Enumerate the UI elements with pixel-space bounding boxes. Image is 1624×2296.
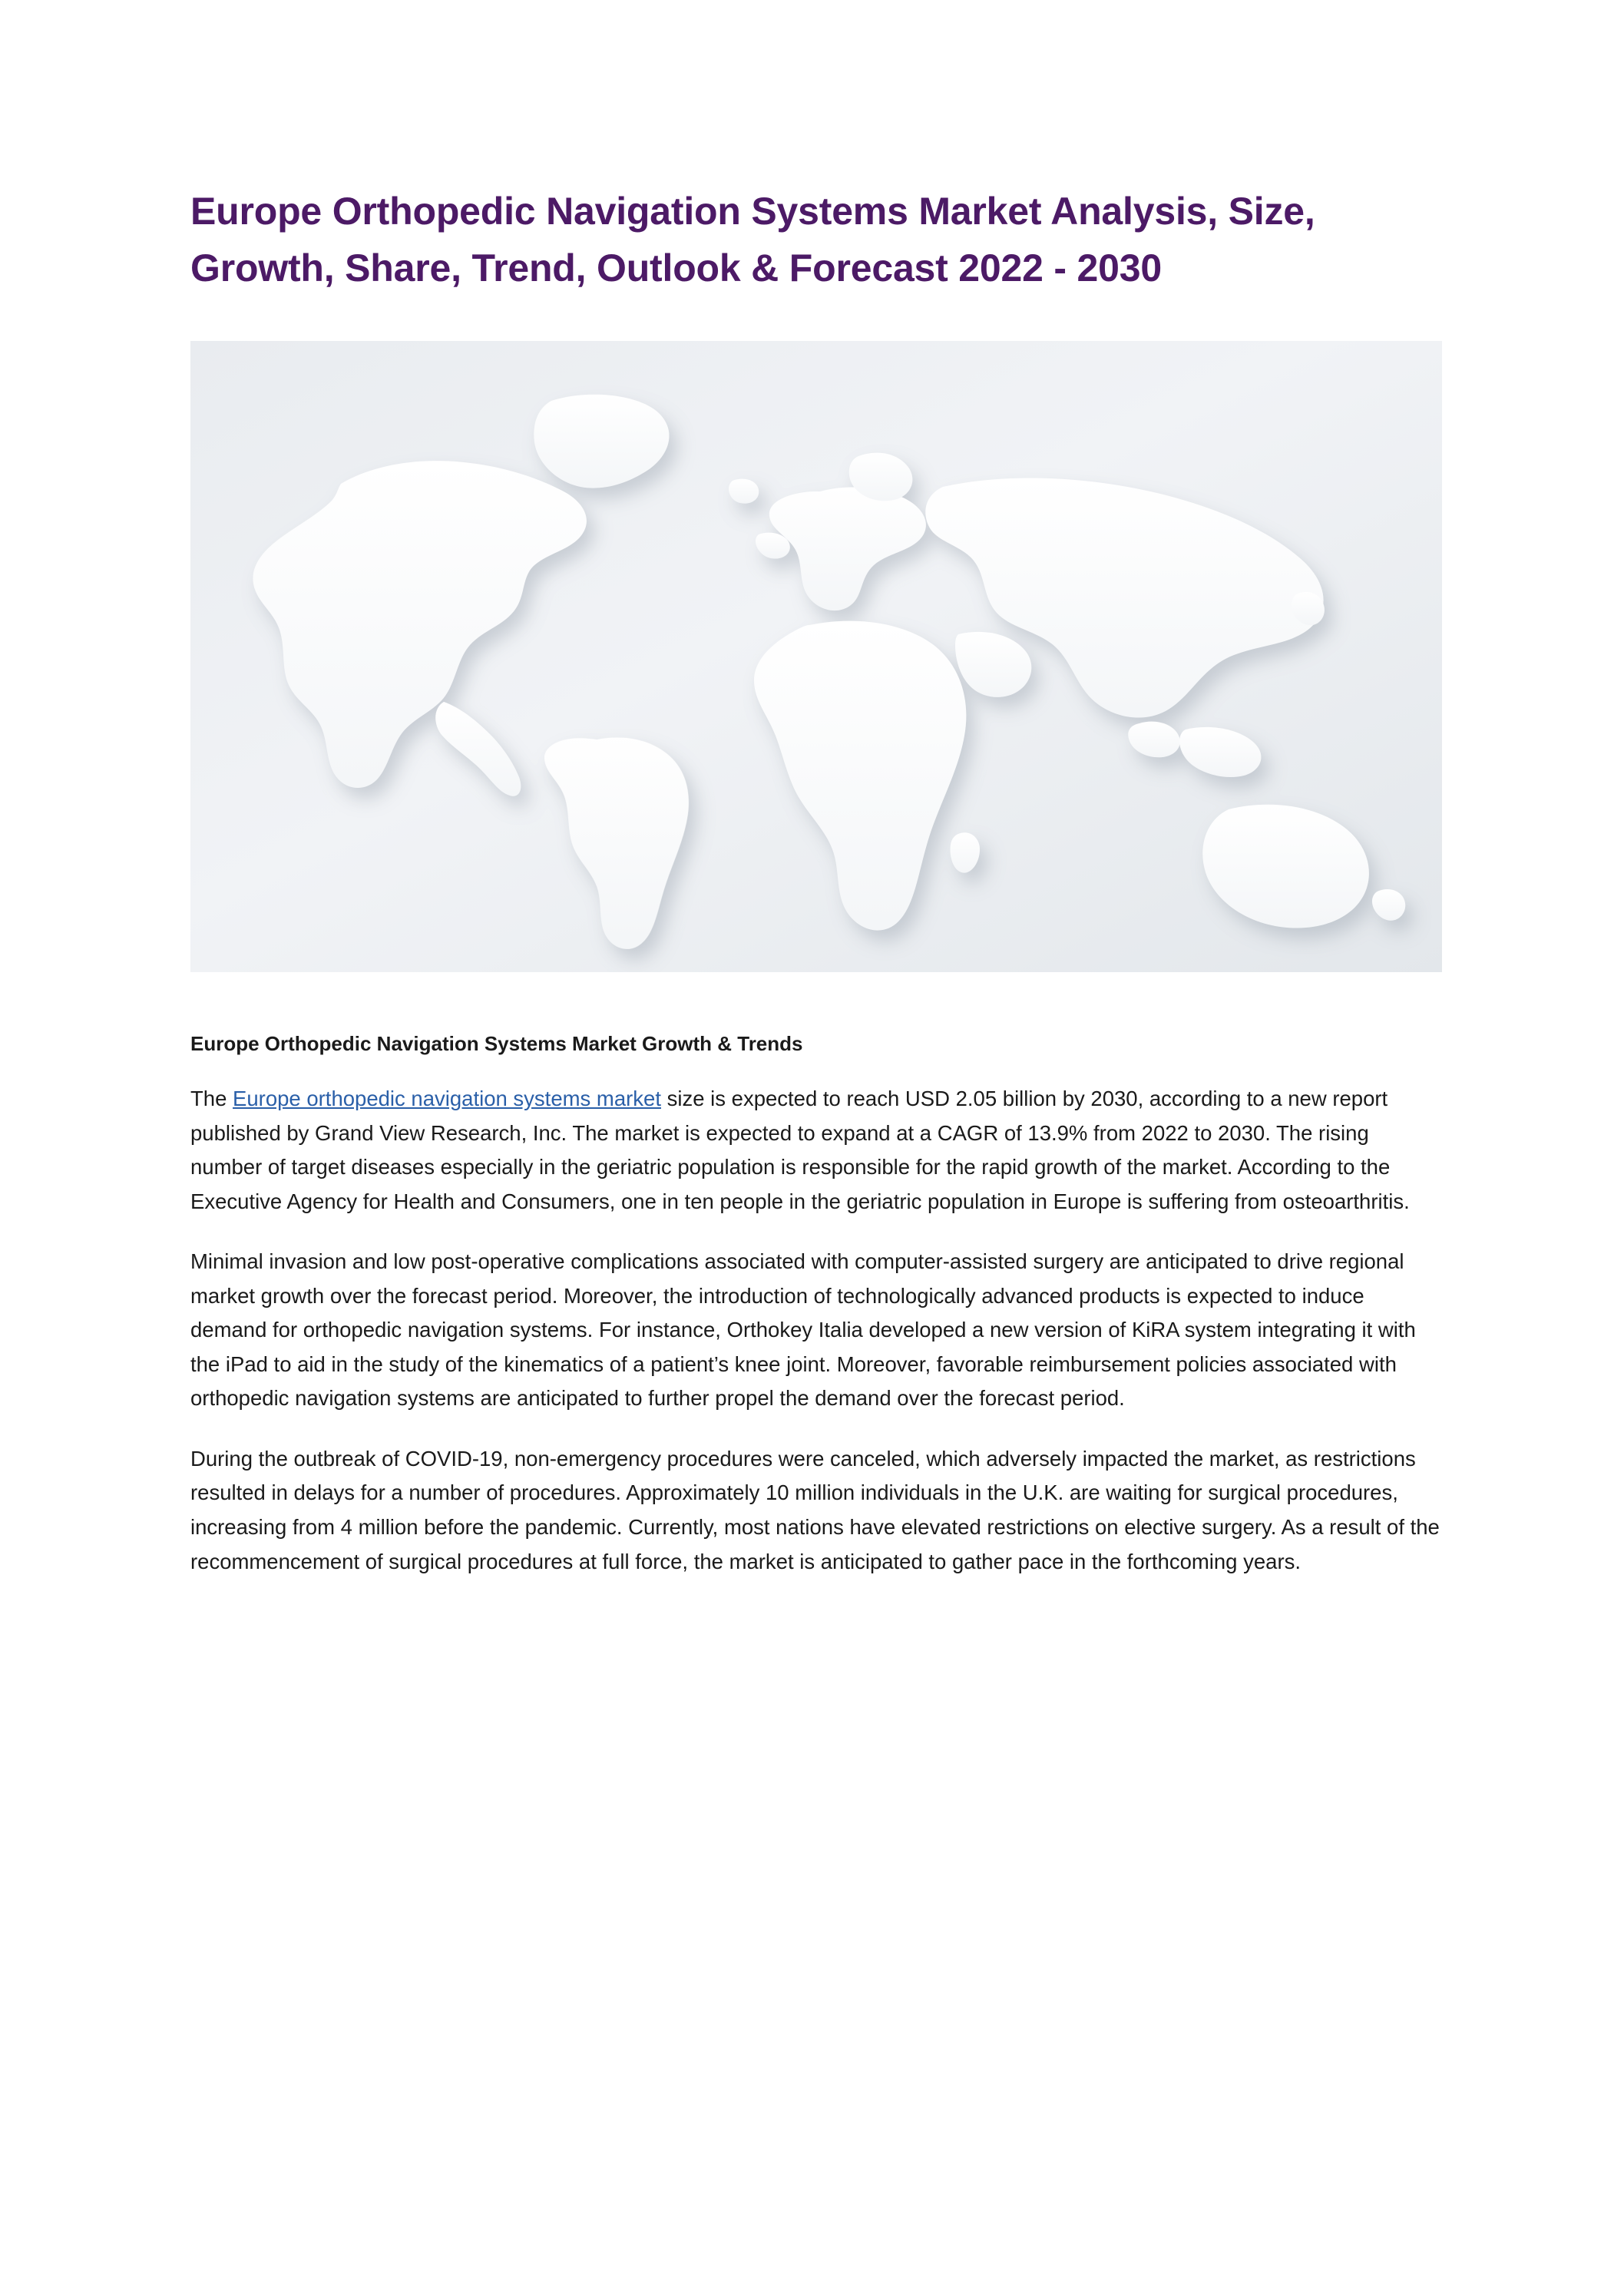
world-map-icon [190,341,1442,972]
paragraph-2: Minimal invasion and low post-operative complications associated with computer-assisted surgery are anticipated to drive regional market growth over the forecast period. Moreover, the introduction of technologically advanced products is expected to induce demand for orthopedic navigation systems. For instance, Orthokey Italia developed a new version of KiRA system integrating it with the iPad to aid in the study of the kinematics of a patient’s knee joint. Moreover, favorable reimbursement policies associated with orthopedic navigation systems are anticipated to further propel the demand over the forecast period. [190,1249,1416,1411]
paragraph-1-lead: The [190,1087,233,1110]
paragraph-1-rest: size is expected to reach USD 2.05 billion by 2030, according to a new report published by Grand View Research, Inc. The market is expected to expand at a CAGR of 13.9% from 2022 to 2030. The rising number of target diseases especially in the geriatric population is responsible for the rapid growth of the market. According to the Executive Agency for Health and Consumers, one in ten people in the geriatric population in Europe is suffering from osteoarthritis. [190,1087,1410,1213]
section-heading: Europe Orthopedic Navigation Systems Market Growth & Trends [190,1032,803,1055]
document-content [190,183,1442,1579]
page-title: Europe Orthopedic Navigation Systems Market Analysis, Size, Growth, Share, Trend, Outlook & Forecast 2022 - 2030 [190,190,1315,289]
hero-world-map-image [190,341,1442,972]
paragraph-3: During the outbreak of COVID-19, non-emergency procedures were canceled, which adversely impacted the market, as restrictions resulted in delays for a number of procedures. Approximately 10 million individuals in the U.K. are waiting for surgical procedures, increasing from 4 million before the pandemic. Currently, most nations have elevated restrictions on elective surgery. As a result of the recommencement of surgical procedures at full force, the market is anticipated to gather pace in the forthcoming years. [190,1446,1440,1573]
article-body [190,1029,1442,1579]
market-report-link[interactable]: Europe orthopedic navigation systems market [233,1087,661,1110]
paragraph-1 [190,1082,1442,1219]
